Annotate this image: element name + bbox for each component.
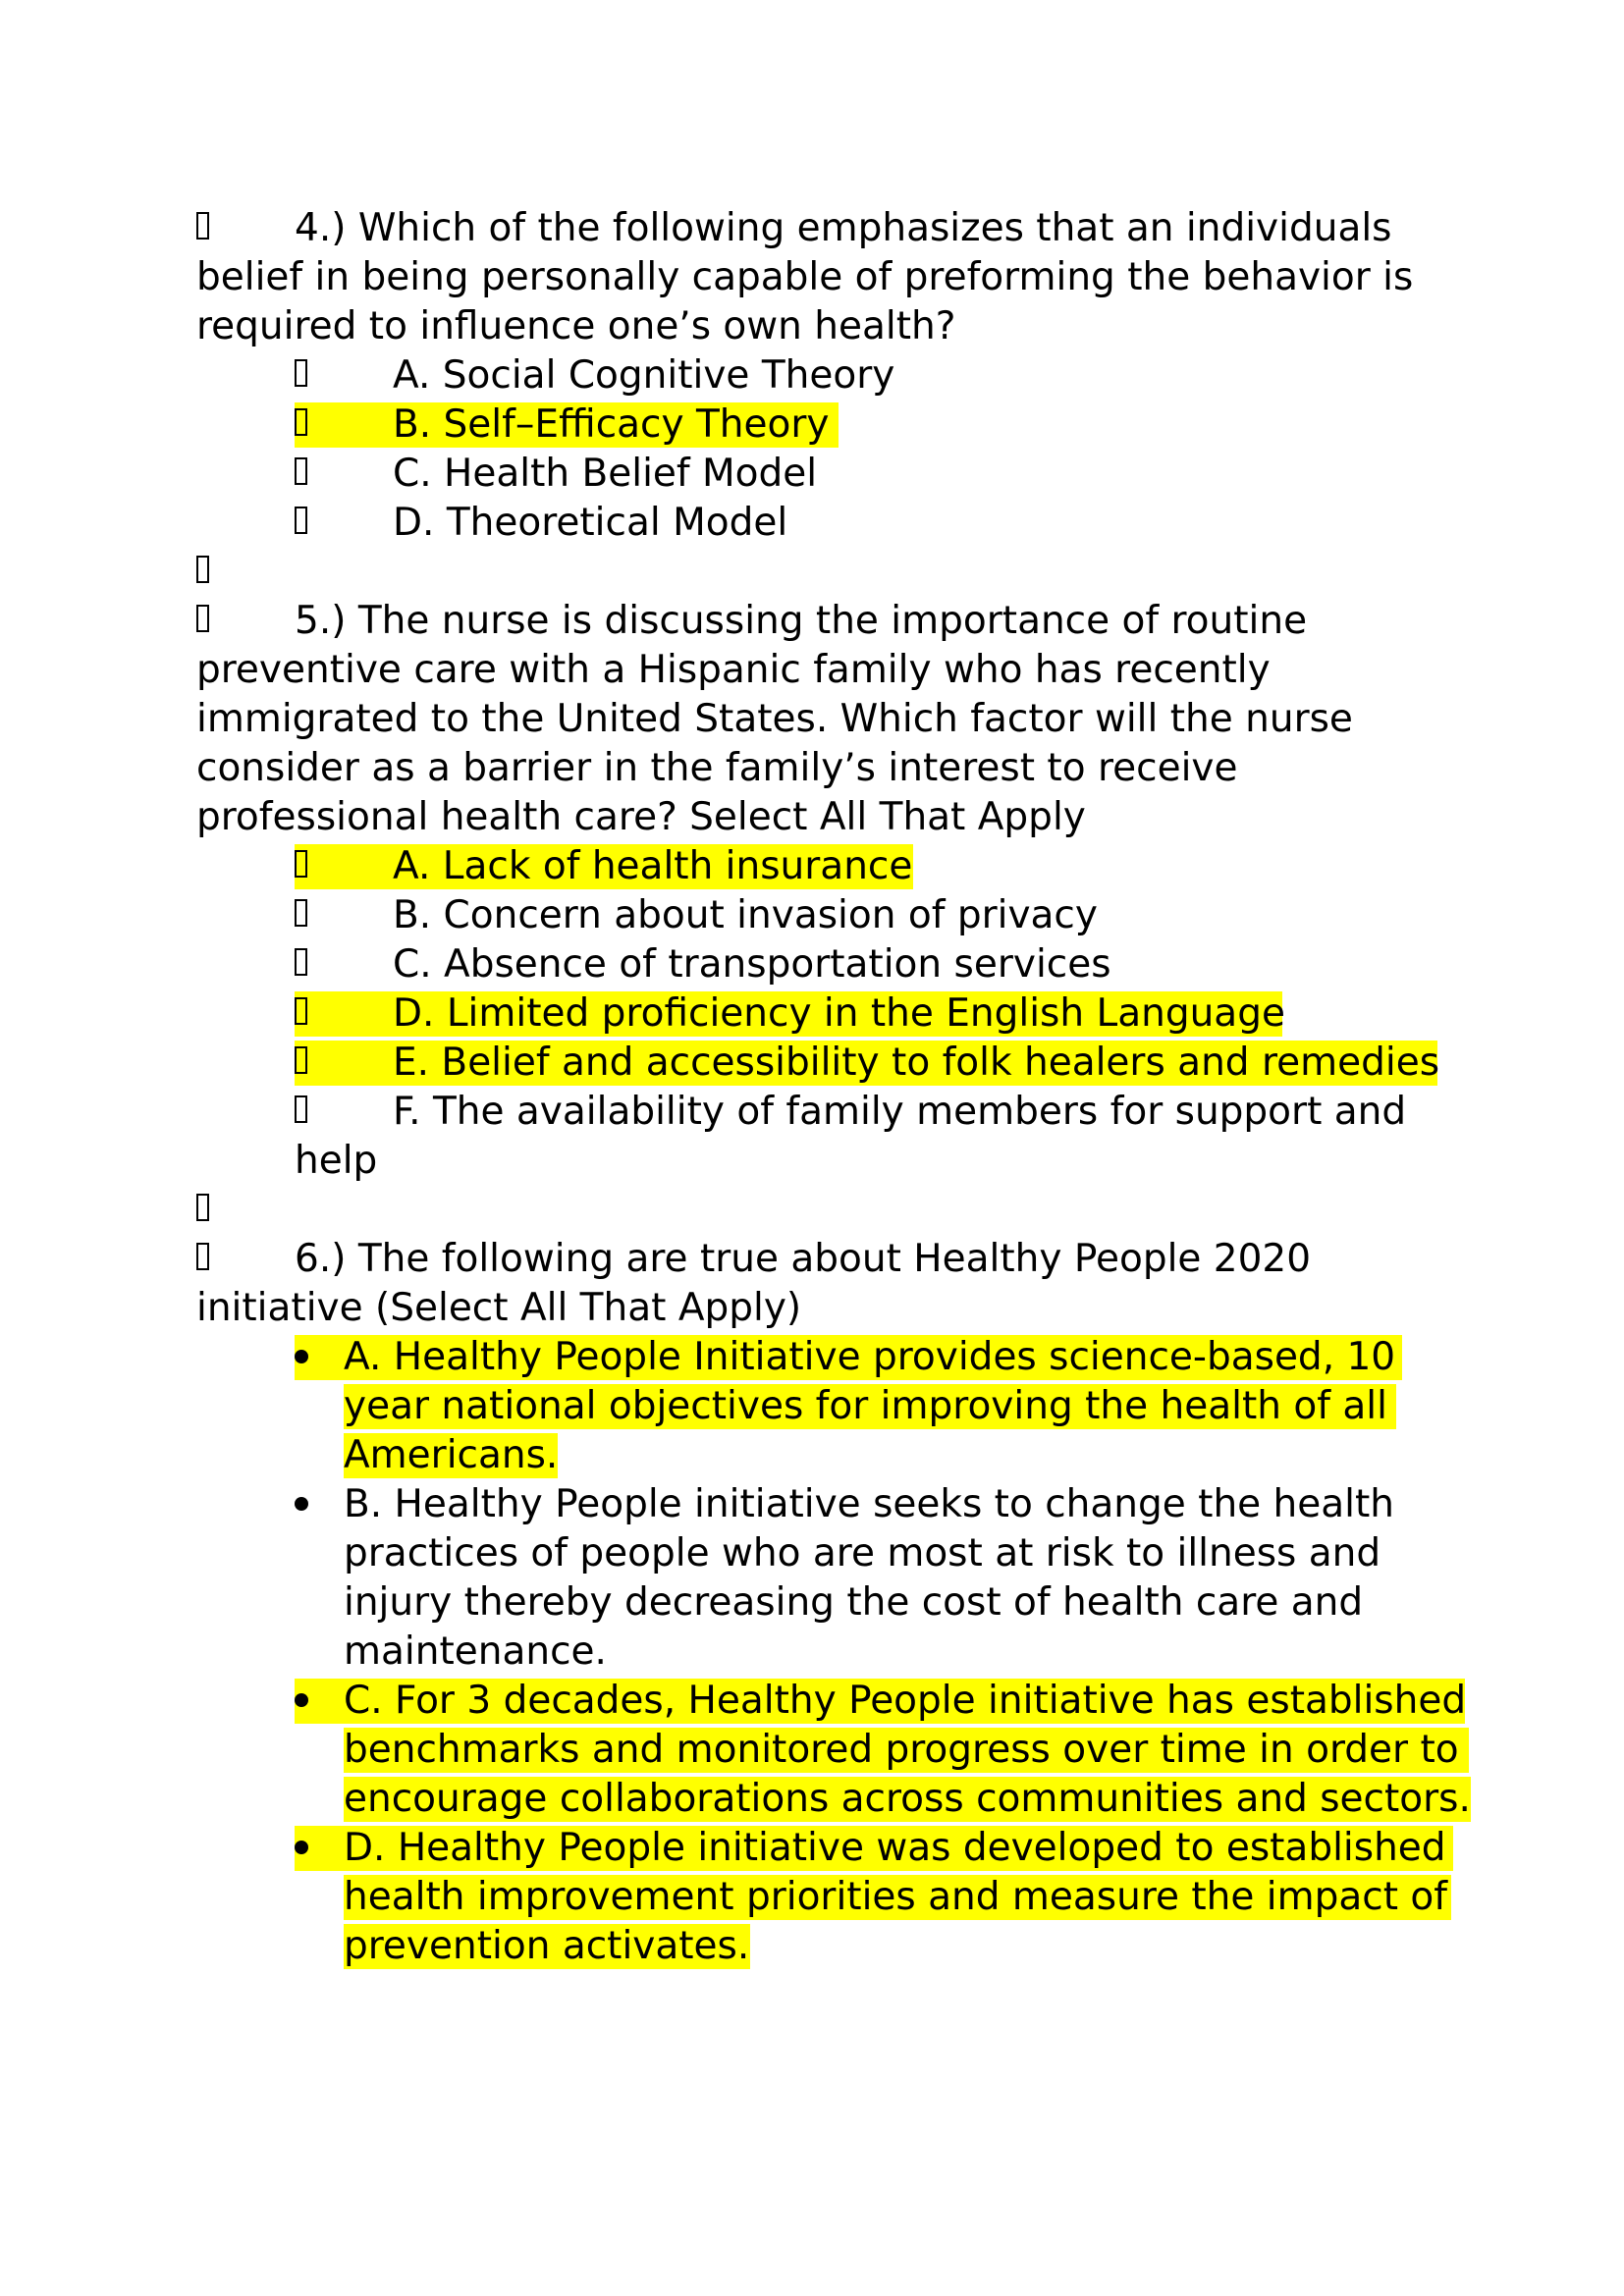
- q6-option-b-line-2: practices of people who are most at risk to illness and: [344, 1531, 1381, 1575]
- q5-option-e: E. Belief and accessibility to folk healers and remedies: [393, 1041, 1440, 1085]
- q4-option-a: A. Social Cognitive Theory: [393, 353, 895, 398]
- q6-option-b-line-1: B. Healthy People initiative seeks to change the health: [344, 1482, 1395, 1526]
- q6-stem-line-2: initiative (Select All That Apply): [196, 1286, 802, 1330]
- q6-option-b-line-3: injury thereby decreasing the cost of health care and: [344, 1580, 1364, 1625]
- missing-glyph-box-icon: [295, 450, 308, 499]
- missing-glyph-box-icon: [196, 597, 210, 646]
- q6-option-a-line-2: year national objectives for improving the health of all: [344, 1384, 1387, 1428]
- missing-glyph-box-icon: [295, 891, 308, 940]
- q4-stem-line-1: 4.) Which of the following emphasizes that an individuals: [295, 206, 1392, 250]
- bullet-dot-icon: [295, 1350, 308, 1363]
- q4-stem-line-2: belief in being personally capable of preforming the behavior is: [196, 255, 1414, 299]
- missing-glyph-box-icon: [196, 548, 210, 597]
- q6-option-a-line-3: Americans.: [344, 1433, 559, 1477]
- q6-option-d-line-2: health improvement priorities and measure the impact of: [344, 1875, 1447, 1919]
- missing-glyph-box-icon: [295, 989, 308, 1039]
- q6-option-c-line-1: C. For 3 decades, Healthy People initiative has established: [344, 1679, 1467, 1723]
- missing-glyph-box-icon: [295, 842, 308, 891]
- q5-stem-line-3: immigrated to the United States. Which factor will the nurse: [196, 697, 1353, 741]
- q6-option-d-line-3: prevention activates.: [344, 1924, 750, 1968]
- q5-option-f-continuation: help: [295, 1139, 378, 1183]
- missing-glyph-box-icon: [295, 351, 308, 400]
- missing-glyph-box-icon: [295, 1039, 308, 1088]
- q5-option-b: B. Concern about invasion of privacy: [393, 893, 1098, 937]
- missing-glyph-box-icon: [295, 1088, 308, 1137]
- q5-stem-line-1: 5.) The nurse is discussing the importance of routine: [295, 599, 1308, 643]
- q6-stem-line-1: 6.) The following are true about Healthy People 2020: [295, 1237, 1312, 1281]
- q5-option-d: D. Limited proficiency in the English Language: [393, 991, 1285, 1036]
- q4-stem-line-3: required to influence one’s own health?: [196, 304, 956, 348]
- q4-option-c: C. Health Belief Model: [393, 452, 818, 496]
- bullet-dot-icon: [295, 1693, 308, 1707]
- q6-option-b-line-4: maintenance.: [344, 1629, 607, 1674]
- q5-option-c: C. Absence of transportation services: [393, 942, 1111, 987]
- missing-glyph-box-icon: [196, 1186, 210, 1235]
- q5-stem-line-4: consider as a barrier in the family’s interest to receive: [196, 746, 1238, 790]
- q5-stem-line-2: preventive care with a Hispanic family who has recently: [196, 648, 1271, 692]
- missing-glyph-box-icon: [295, 940, 308, 989]
- q4-option-d: D. Theoretical Model: [393, 501, 788, 545]
- q6-option-d-line-1: D. Healthy People initiative was developed to established: [344, 1826, 1446, 1870]
- q5-stem-line-5: professional health care? Select All That Apply: [196, 795, 1086, 839]
- missing-glyph-box-icon: [295, 499, 308, 548]
- missing-glyph-box-icon: [295, 400, 308, 450]
- q5-option-a: A. Lack of health insurance: [393, 844, 913, 888]
- bullet-dot-icon: [295, 1841, 308, 1854]
- q5-option-f: F. The availability of family members for support and: [393, 1090, 1407, 1134]
- missing-glyph-box-icon: [196, 204, 210, 253]
- bullet-dot-icon: [295, 1497, 308, 1511]
- q6-option-a-line-1: A. Healthy People Initiative provides science-based, 10: [344, 1335, 1396, 1379]
- q4-option-b: B. Self–Efficacy Theory: [393, 402, 830, 447]
- q6-option-c-line-3: encourage collaborations across communities and sectors.: [344, 1777, 1471, 1821]
- missing-glyph-box-icon: [196, 1235, 210, 1284]
- q6-option-c-line-2: benchmarks and monitored progress over time in order to: [344, 1728, 1459, 1772]
